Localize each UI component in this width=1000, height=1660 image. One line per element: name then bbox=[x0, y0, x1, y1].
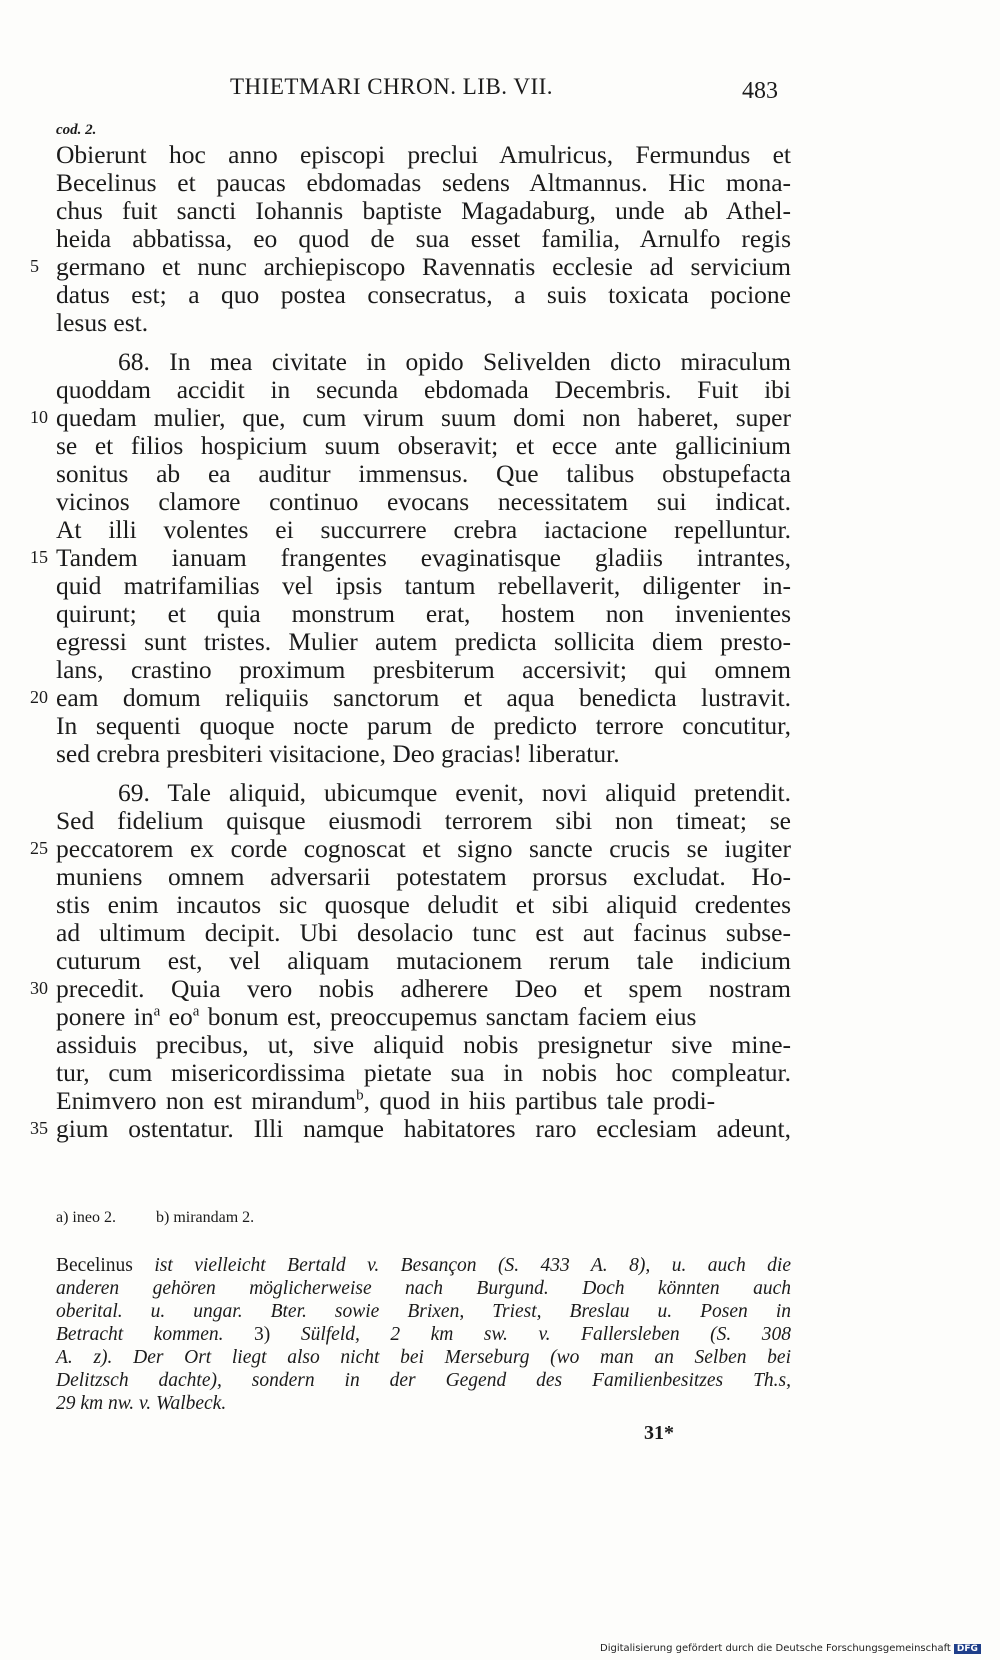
line-number: 25 bbox=[30, 838, 48, 858]
text-line: At illi volentes ei succurrere crebra iactacione repelluntur. bbox=[56, 515, 791, 544]
signature-mark: 31* bbox=[644, 1422, 674, 1444]
line-number: 5 bbox=[30, 256, 39, 276]
text-line: ad ultimum decipit. Ubi desolacio tunc est aut facinus subse- bbox=[56, 918, 791, 947]
text-line: muniens omnem adversarii potestatem prorsus excludat. Ho- bbox=[56, 862, 791, 891]
text-line: precedit. Quia vero nobis adherere Deo et spem nostram bbox=[56, 974, 791, 1003]
text-fragment: , quod in hiis partibus tale prodi- bbox=[363, 1086, 716, 1115]
text-line: sonitus ab ea auditur immensus. Que talibus obstupefacta bbox=[56, 459, 791, 488]
text-line: eam domum reliquiis sanctorum et aqua benedicta lustravit. bbox=[56, 683, 791, 712]
dfg-logo: DFG bbox=[954, 1644, 981, 1654]
text-line: In sequenti quoque nocte parum de predicto terrore concutitur, bbox=[56, 711, 791, 740]
commentary-line: oberital. u. ungar. Bter. sowie Brixen, Triest, Breslau u. Posen in bbox=[56, 1301, 791, 1322]
commentary-line bbox=[56, 1323, 791, 1346]
text-line: Sed fidelium quisque eiusmodi terrorem sibi non timeat; se bbox=[56, 806, 791, 835]
footnote-number: 3) bbox=[254, 1324, 271, 1345]
commentary-line: 29 km nw. v. Walbeck. bbox=[56, 1393, 227, 1414]
commentary-text: ist vielleicht Bertald v. Besançon (S. 433 A. 8), u. auch die bbox=[154, 1255, 791, 1276]
footnote-b: b) mirandam 2. bbox=[155, 1209, 255, 1226]
text-fragment: eo bbox=[168, 1002, 193, 1031]
text-line: quid matrifamilias vel ipsis tantum rebellaverit, diligenter in- bbox=[56, 571, 791, 600]
text-line: vicinos clamore continuo evocans necessitatem sui indicat. bbox=[56, 487, 791, 516]
text-fragment: bonum est, preoccupemus sanctam faciem eius bbox=[207, 1002, 697, 1031]
text-line: Becelinus et paucas ebdomadas sedens Altmannus. Hic mona- bbox=[56, 168, 791, 197]
line-number: 20 bbox=[30, 687, 48, 707]
text-line: lesus est. bbox=[56, 308, 149, 337]
text-line: se et filios hospicium suum obseravit; et ecce ante gallicinium bbox=[56, 431, 791, 460]
text-line: Tandem ianuam frangentes evaginatisque gladiis intrantes, bbox=[56, 543, 791, 572]
text-line: lans, crastino proximum presbiterum accersivit; qui omnem bbox=[56, 655, 791, 684]
commentary-text: Sülfeld, 2 km sw. v. Fallersleben (S. 308 bbox=[300, 1324, 792, 1345]
digitization-credit bbox=[600, 1643, 981, 1654]
text-line: chus fuit sancti Iohannis baptiste Magadaburg, unde ab Athel- bbox=[56, 196, 791, 225]
commentary-line: A. z). Der Ort liegt also nicht bei Merseburg (wo man an Selben bei bbox=[56, 1347, 791, 1368]
text-line: sed crebra presbiteri visitacione, Deo gracias! liberatur. bbox=[56, 739, 620, 768]
commentary-line: anderen gehören möglicherweise nach Burgund. Doch könnten auch bbox=[56, 1278, 791, 1299]
text-line: assiduis precibus, ut, sive aliquid nobis presignetur sive mine- bbox=[56, 1030, 791, 1059]
text-line: peccatorem ex corde cognoscat et signo sancte crucis se iugiter bbox=[56, 834, 791, 863]
footnote-a: a) ineo 2. bbox=[56, 1209, 116, 1226]
line-number: 30 bbox=[30, 978, 48, 998]
text-line: cuturum est, vel aliquam mutacionem rerum tale indicium bbox=[56, 946, 791, 975]
variant-footnotes bbox=[56, 1209, 290, 1227]
text-fragment: Enimvero non est mirandum bbox=[56, 1086, 357, 1115]
text-line: quedam mulier, que, cum virum suum domi non haberet, super bbox=[56, 403, 791, 432]
line-number: 15 bbox=[30, 547, 48, 567]
text-line: germano et nunc archiepiscopo Ravennatis ecclesie ad servicium bbox=[56, 252, 791, 281]
text-line: Obierunt hoc anno episcopi preclui Amulricus, Fermundus et bbox=[56, 140, 791, 169]
commentary-text: Betracht kommen. bbox=[56, 1324, 224, 1345]
footnote-mark-a: a bbox=[192, 1003, 200, 1020]
text-line: datus est; a quo postea consecratus, a suis toxicata pocione bbox=[56, 280, 791, 309]
text-line: quoddam accidit in secunda ebdomada Decembris. Fuit ibi bbox=[56, 375, 791, 404]
running-header bbox=[0, 70, 1000, 110]
line-number: 10 bbox=[30, 407, 48, 427]
text-line bbox=[56, 1086, 791, 1115]
commentary-text: Becelinus bbox=[56, 1255, 133, 1276]
text-line bbox=[56, 1002, 791, 1031]
text-line: gium ostentatur. Illi namque habitatores raro ecclesiam adeunt, bbox=[56, 1114, 791, 1143]
text-fragment: ponere in bbox=[56, 1002, 154, 1031]
text-line: stis enim incautos sic quosque deludit et sibi aliquid credentes bbox=[56, 890, 791, 919]
text-line: 69. Tale aliquid, ubicumque evenit, novi aliquid pretendit. bbox=[118, 778, 791, 807]
page-number: 483 bbox=[742, 78, 778, 104]
text-line: heida abbatissa, eo quod de sua esset familia, Arnulfo regis bbox=[56, 224, 791, 253]
codex-note: cod. 2. bbox=[56, 122, 97, 138]
text-line: quirunt; et quia monstrum erat, hostem non invenientes bbox=[56, 599, 791, 628]
credit-text: Digitalisierung gefördert durch die Deutsche Forschungsgemeinschaft bbox=[600, 1643, 951, 1654]
text-line: tur, cum misericordissima pietate sua in nobis hoc compleatur. bbox=[56, 1058, 791, 1087]
text-line: egressi sunt tristes. Mulier autem predicta sollicita diem presto- bbox=[56, 627, 791, 656]
running-title: THIETMARI CHRON. LIB. VII. bbox=[230, 74, 554, 99]
commentary-line bbox=[56, 1254, 791, 1277]
footnote-mark-a: a bbox=[153, 1003, 161, 1020]
line-number: 35 bbox=[30, 1118, 48, 1138]
footnote-mark-b: b bbox=[356, 1087, 364, 1104]
text-line: 68. In mea civitate in opido Selivelden dicto miraculum bbox=[118, 347, 791, 376]
commentary-line: Delitzsch dachte), sondern in der Gegend des Familienbesitzes Th.s, bbox=[56, 1370, 791, 1391]
